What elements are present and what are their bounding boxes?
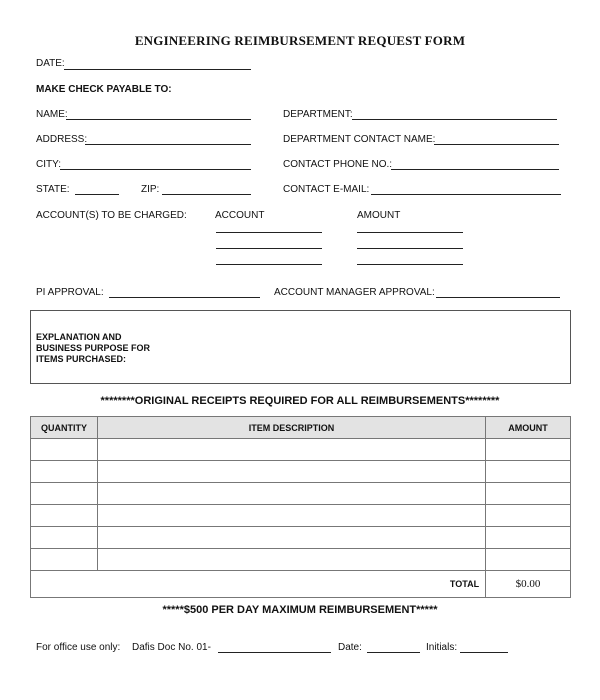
items-header-row	[31, 417, 571, 439]
table-row	[31, 549, 571, 571]
account-amount-field[interactable]	[357, 264, 463, 265]
amount-cell[interactable]	[486, 439, 571, 461]
office-date-label: Date:	[338, 642, 362, 653]
receipts-banner: ********ORIGINAL RECEIPTS REQUIRED FOR ALL REIMBURSEMENTS********	[100, 395, 500, 407]
description-cell[interactable]	[97, 439, 485, 461]
amount-column-label: AMOUNT	[357, 210, 401, 221]
quantity-cell[interactable]	[31, 439, 98, 461]
description-cell[interactable]	[97, 527, 485, 549]
account-field[interactable]	[216, 264, 322, 265]
amount-cell[interactable]	[486, 505, 571, 527]
contact-email-label: CONTACT E-MAIL:	[283, 184, 370, 195]
quantity-header: QUANTITY	[31, 417, 98, 439]
explanation-label-3: ITEMS PURCHASED:	[36, 354, 127, 364]
amount-cell[interactable]	[486, 461, 571, 483]
account-amount-field[interactable]	[357, 248, 463, 249]
payable-heading: MAKE CHECK PAYABLE TO:	[36, 84, 172, 95]
description-cell[interactable]	[97, 461, 485, 483]
department-label: DEPARTMENT:	[283, 109, 353, 120]
office-date-field[interactable]	[367, 652, 420, 653]
table-row	[31, 527, 571, 549]
date-label: DATE:	[36, 58, 65, 69]
name-label: NAME:	[36, 109, 68, 120]
date-field[interactable]	[64, 69, 251, 70]
quantity-cell[interactable]	[31, 549, 98, 571]
table-row	[31, 483, 571, 505]
initials-field[interactable]	[460, 652, 508, 653]
contact-phone-label: CONTACT PHONE NO.:	[283, 159, 393, 170]
max-reimbursement-banner: *****$500 PER DAY MAXIMUM REIMBURSEMENT*****	[162, 604, 438, 616]
item-description-header: ITEM DESCRIPTION	[97, 417, 485, 439]
table-row	[31, 439, 571, 461]
amount-cell[interactable]	[486, 483, 571, 505]
accounts-label: ACCOUNT(S) TO BE CHARGED:	[36, 210, 187, 221]
dafis-doc-label: Dafis Doc No. 01-	[132, 642, 211, 653]
amount-cell[interactable]	[486, 527, 571, 549]
address-label: ADDRESS:	[36, 134, 88, 145]
city-label: CITY:	[36, 159, 62, 170]
amount-header: AMOUNT	[486, 417, 571, 439]
explanation-box[interactable]	[30, 310, 571, 384]
description-cell[interactable]	[97, 505, 485, 527]
state-field[interactable]	[75, 194, 119, 195]
explanation-label-1: EXPLANATION AND	[36, 332, 122, 342]
table-row	[31, 461, 571, 483]
state-label: STATE:	[36, 184, 70, 195]
dafis-doc-field[interactable]	[218, 652, 331, 653]
total-value: $0.00	[486, 571, 571, 598]
total-label: TOTAL	[31, 571, 486, 598]
account-manager-label: ACCOUNT MANAGER APPROVAL:	[274, 287, 435, 298]
zip-label: ZIP:	[141, 184, 160, 195]
name-field[interactable]	[66, 119, 251, 120]
description-cell[interactable]	[97, 483, 485, 505]
amount-cell[interactable]	[486, 549, 571, 571]
pi-approval-field[interactable]	[109, 297, 260, 298]
contact-email-field[interactable]	[371, 194, 561, 195]
account-amount-field[interactable]	[357, 232, 463, 233]
dept-contact-field[interactable]	[434, 144, 559, 145]
account-field[interactable]	[216, 248, 322, 249]
department-field[interactable]	[352, 119, 557, 120]
items-table	[30, 416, 571, 598]
account-field[interactable]	[216, 232, 322, 233]
office-use-label: For office use only:	[36, 642, 121, 653]
quantity-cell[interactable]	[31, 483, 98, 505]
contact-phone-field[interactable]	[391, 169, 559, 170]
pi-approval-label: PI APPROVAL:	[36, 287, 104, 298]
quantity-cell[interactable]	[31, 461, 98, 483]
form-title: ENGINEERING REIMBURSEMENT REQUEST FORM	[134, 33, 466, 48]
dept-contact-label: DEPARTMENT CONTACT NAME:	[283, 134, 436, 145]
description-cell[interactable]	[97, 549, 485, 571]
table-row	[31, 505, 571, 527]
initials-label: Initials:	[426, 642, 458, 653]
zip-field[interactable]	[162, 194, 251, 195]
account-manager-field[interactable]	[436, 297, 560, 298]
explanation-label-2: BUSINESS PURPOSE FOR	[36, 343, 151, 353]
quantity-cell[interactable]	[31, 505, 98, 527]
quantity-cell[interactable]	[31, 527, 98, 549]
account-column-label: ACCOUNT	[215, 210, 265, 221]
address-field[interactable]	[85, 144, 251, 145]
total-row	[31, 571, 571, 598]
city-field[interactable]	[60, 169, 251, 170]
